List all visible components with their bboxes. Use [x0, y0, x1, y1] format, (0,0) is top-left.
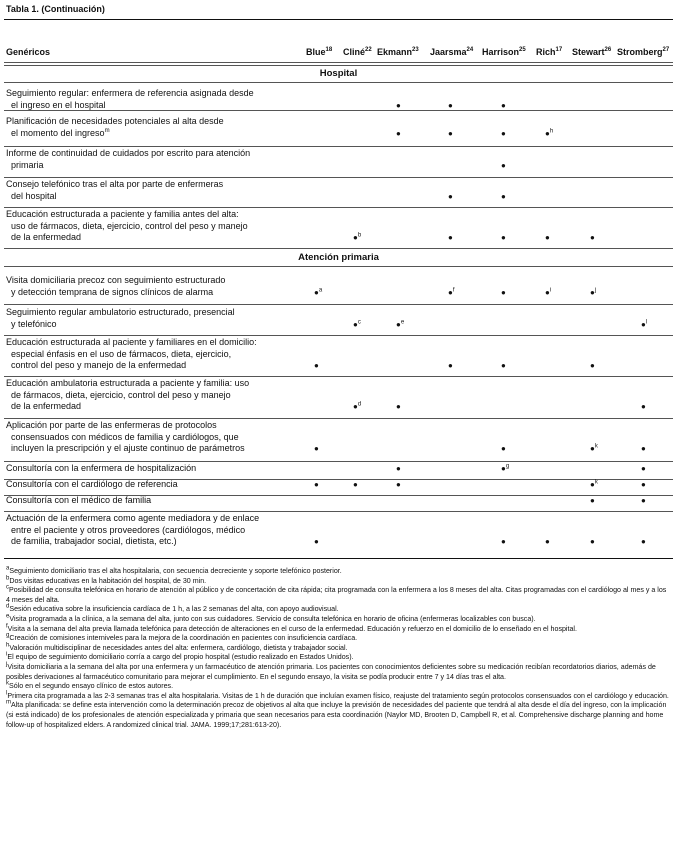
column-header-ref: 26: [604, 47, 612, 53]
bullet-dot-icon: ●: [545, 537, 550, 546]
intervention-mark: [641, 444, 653, 454]
row-divider: [4, 65, 673, 66]
column-header-name: Ekmann: [377, 47, 413, 57]
footnote-key: j: [6, 661, 8, 668]
bullet-dot-icon: ●: [396, 480, 401, 489]
column-header: [536, 47, 562, 57]
bullet-dot-icon: ●: [590, 537, 595, 546]
row-label-line: especial énfasis en el uso de fármacos, dieta, ejercicio,: [11, 348, 232, 359]
intervention-mark: [590, 288, 602, 298]
footnote: [6, 567, 670, 577]
bullet-dot-icon: ●: [545, 287, 550, 297]
footnote: [6, 653, 670, 663]
footnote: [6, 625, 670, 635]
row-label-line: Educación estructurada a paciente y familia antes del alta:: [6, 209, 239, 219]
column-header: [572, 47, 611, 57]
bullet-dot-icon: ●: [641, 537, 646, 546]
intervention-mark: [641, 480, 653, 490]
bullet-dot-icon: ●: [353, 480, 358, 489]
row-label: [6, 88, 306, 111]
footnote: [6, 605, 670, 615]
row-label-line: de fármacos, dieta, ejercicio, control del peso y manejo: [11, 389, 231, 400]
footnote-text: Valoración multidisciplinar de necesidades antes del alta: enfermera, cardiólogo, dietista y trabajador social.: [9, 643, 348, 652]
genericos-header: Genéricos: [6, 47, 51, 57]
row-label-line: Consultoría con el médico de familia: [6, 495, 152, 505]
column-header-name: Blue: [306, 47, 326, 57]
intervention-mark: [501, 233, 513, 243]
intervention-mark: [448, 101, 460, 111]
bullet-dot-icon: ●: [641, 444, 646, 453]
column-header-ref: 25: [519, 47, 526, 53]
footnote-ref: b: [357, 232, 362, 239]
row-label-line: Aplicación por parte de las enfermeras de protocolos: [6, 420, 217, 430]
row-divider: [4, 511, 673, 512]
bullet-dot-icon: ●: [448, 128, 453, 138]
intervention-mark: [314, 444, 326, 454]
column-header-ref: 17: [555, 47, 563, 53]
bullet-dot-icon: ●: [448, 191, 453, 201]
row-label-line: primaria: [11, 159, 44, 170]
row-divider: [4, 335, 673, 336]
row-label: [6, 179, 306, 202]
intervention-mark: [501, 444, 513, 454]
intervention-mark: [448, 192, 460, 202]
column-header: [377, 47, 419, 57]
row-divider: [4, 146, 673, 147]
intervention-mark: [545, 129, 557, 139]
intervention-mark: [314, 361, 326, 371]
row-label: [6, 513, 306, 548]
row-label-line: Consejo telefónico tras el alta por parte de enfermeras: [6, 179, 224, 189]
footnote-text: Visita domiciliaria a la semana del alta por una enfermera y un farmacéutico de atención primaria. Los pacientes con conocimientos deficientes sobre su medicación recibían recordatorios diarios, además de posibles derivaciones al farmacéutico comunitario para mejorar el cumplimiento. En el segundo ensayo, la visita se podía producir entre 7 y 14 días tras el alta.: [6, 662, 656, 681]
row-label: [6, 337, 306, 372]
bullet-dot-icon: ●: [501, 287, 506, 297]
row-label-line: Visita domiciliaria precoz con seguimiento estructurado: [6, 275, 226, 285]
footnote: [6, 577, 670, 587]
bullet-dot-icon: ●: [641, 402, 646, 411]
row-label-line: Informe de continuidad de cuidados por escrito para atención: [6, 148, 251, 158]
row-divider: [4, 82, 673, 83]
column-header-name: Harrison: [482, 47, 520, 57]
column-header: [617, 47, 669, 57]
footnote: [6, 644, 670, 654]
intervention-mark: [545, 537, 557, 547]
row-label-line: de familia, trabajador social, dietista, etc.): [11, 536, 177, 546]
intervention-mark: [590, 537, 602, 547]
intervention-mark: [314, 480, 326, 490]
column-header-ref: 18: [325, 47, 333, 53]
bullet-dot-icon: ●: [314, 537, 319, 546]
footnote-text: Visita a la semana del alta previa llamada telefónica para detección de alteraciones en el curso de la enfermedad. Educación y refuerzo en el domicilio de lo enseñado en el hospital.: [7, 624, 577, 633]
intervention-mark: [641, 402, 653, 412]
intervention-mark: [448, 129, 460, 139]
caption-prefix: Tabla 1.: [6, 4, 39, 14]
footnote-text: Visita programada a la clínica, a la semana del alta, junto con sus cuidadores. Servicio de consulta telefónica en horario de oficina (enfermeras localizables con busca).: [9, 614, 536, 623]
bullet-dot-icon: ●: [501, 464, 506, 473]
intervention-mark: [501, 537, 513, 547]
bullet-dot-icon: ●: [396, 319, 401, 329]
bullet-dot-icon: ●: [501, 191, 506, 201]
row-label-line: control del peso y manejo de la enfermedad: [11, 360, 187, 370]
row-divider: [4, 461, 673, 462]
row-divider: [4, 248, 673, 249]
footnote-ref: d: [357, 401, 362, 408]
row-divider: [4, 376, 673, 377]
footnote: [6, 701, 670, 730]
footnote: [6, 663, 670, 682]
row-label-line: de la enfermedad: [11, 232, 82, 242]
top-rule: [4, 19, 673, 20]
intervention-mark: [396, 480, 408, 490]
bullet-dot-icon: ●: [501, 128, 506, 138]
intervention-mark: [501, 361, 513, 371]
row-label-line: del hospital: [11, 190, 57, 201]
intervention-mark: [314, 288, 326, 298]
footnote-ref: m: [104, 127, 110, 134]
footnote-key: i: [6, 651, 8, 658]
footnote-ref: i: [549, 286, 552, 293]
bullet-dot-icon: ●: [501, 361, 506, 370]
footnote-text: Primera cita programada a las 2-3 semanas tras el alta hospitalaria. Visitas de 1 h de duración que incluían examen físico, reajuste del tratamiento según protocolos consensuados con el cardiólogo y educación.: [7, 691, 669, 700]
column-header-ref: 23: [412, 47, 419, 53]
bullet-dot-icon: ●: [448, 361, 453, 370]
bullet-dot-icon: ●: [314, 480, 319, 489]
row-label-line: incluyen la prescripción y el ajuste continuo de parámetros: [11, 443, 245, 453]
bullet-dot-icon: ●: [501, 537, 506, 546]
footnote-key: f: [6, 623, 8, 630]
bullet-dot-icon: ●: [590, 287, 595, 297]
row-label-line: consensuados con médicos de familia y cardiólogos, que: [11, 431, 239, 442]
header-rule: [4, 62, 673, 63]
column-header-ref: 27: [662, 47, 670, 53]
intervention-mark: [353, 320, 365, 330]
bullet-dot-icon: ●: [545, 233, 550, 242]
bullet-dot-icon: ●: [590, 496, 595, 505]
row-label-line: y detección temprana de signos clínicos de alarma: [11, 286, 214, 297]
bullet-dot-icon: ●: [501, 233, 506, 242]
row-label-line: Educación ambulatoria estructurada a paciente y familia: uso: [6, 378, 250, 388]
bullet-dot-icon: ●: [590, 361, 595, 370]
intervention-mark: [353, 480, 365, 490]
row-label: [6, 307, 306, 330]
bullet-dot-icon: ●: [641, 319, 646, 329]
footnote-ref: l: [645, 318, 648, 325]
footnote-key: a: [6, 565, 10, 572]
bullet-dot-icon: ●: [314, 444, 319, 453]
bullet-dot-icon: ●: [396, 128, 401, 138]
footnote-text: Alta planificada: se define esta intervención como la determinación precoz de objetivos al alta que incluye la previsión de necesidades del paciente que tendrá al alta desde el día del ingreso, con la implicación (si está indicado) de los profesionales de atención especializada y primaria que sean necesarios para esta coordinación (Naylor MD, Brooten D, Campbell R, et al. Comprehensive discharge planning and home follow-up of hospitalized elders. A randomized clinical trial. JAMA. 1999;17;281:613-20).: [6, 701, 667, 729]
intervention-mark: [590, 480, 602, 490]
footnote: [6, 586, 670, 605]
footnote-key: m: [6, 699, 11, 706]
caption-suffix: (Continuación): [41, 4, 105, 14]
row-label-line: Seguimiento regular: enfermera de referencia asignada desde: [6, 88, 254, 98]
row-label-line: el ingreso en el hospital: [11, 99, 106, 110]
bullet-dot-icon: ●: [641, 480, 646, 489]
footnote-key: e: [6, 613, 10, 620]
bullet-dot-icon: ●: [396, 464, 401, 473]
column-header-name: Stromberg: [617, 47, 663, 57]
footnote-text: Sesión educativa sobre la insuficiencia cardíaca de 1 h, a las 2 semanas del alta, con apoyo audiovisual.: [9, 605, 339, 614]
row-label-line: Educación estructurada al paciente y familiares en el domicilio:: [6, 337, 257, 347]
bullet-dot-icon: ●: [353, 402, 358, 411]
footnote-ref: a: [318, 286, 323, 293]
row-divider: [4, 266, 673, 267]
intervention-mark: [314, 537, 326, 547]
intervention-mark: [641, 464, 653, 474]
bullet-dot-icon: ●: [448, 287, 453, 297]
footnote-key: c: [6, 584, 9, 591]
intervention-mark: [501, 129, 513, 139]
intervention-mark: [545, 288, 557, 298]
column-header-name: Stewart: [572, 47, 605, 57]
intervention-mark: [396, 402, 408, 412]
footnote: [6, 692, 670, 702]
section-title: Hospital: [319, 68, 358, 79]
footnote-ref: e: [400, 318, 405, 325]
intervention-mark: [641, 537, 653, 547]
bullet-dot-icon: ●: [396, 100, 401, 110]
footnote-key: d: [6, 604, 10, 611]
column-header-ref: 22: [365, 47, 372, 53]
bullet-dot-icon: ●: [641, 464, 646, 473]
row-label: [6, 116, 306, 139]
intervention-mark: [501, 101, 513, 111]
intervention-mark: [590, 361, 602, 371]
row-divider: [4, 418, 673, 419]
bullet-dot-icon: ●: [501, 100, 506, 110]
footnote-key: k: [6, 680, 9, 687]
bullet-dot-icon: ●: [396, 402, 401, 411]
bullet-dot-icon: ●: [501, 160, 506, 170]
footnotes: [6, 567, 670, 730]
intervention-mark: [545, 233, 557, 243]
row-label: [6, 420, 306, 455]
intervention-mark: [396, 129, 408, 139]
row-label-line: entre el paciente y otros proveedores (cardiólogos, médico: [11, 524, 246, 535]
footnote-ref: k: [594, 443, 598, 450]
row-divider: [4, 304, 673, 305]
row-label-line: Actuación de la enfermera como agente mediadora y de enlace: [6, 513, 260, 523]
intervention-mark: [590, 233, 602, 243]
intervention-mark: [353, 402, 365, 412]
row-divider: [4, 177, 673, 178]
row-divider: [4, 110, 673, 111]
footnote-ref: j: [594, 286, 597, 293]
column-header-name: Cliné: [343, 47, 366, 57]
row-divider: [4, 207, 673, 208]
column-header: [306, 47, 332, 57]
intervention-mark: [501, 288, 513, 298]
bullet-dot-icon: ●: [353, 319, 358, 329]
footnote-ref: h: [549, 127, 554, 134]
column-header: [482, 47, 526, 57]
row-label: [6, 148, 306, 171]
column-header: [343, 47, 372, 57]
intervention-mark: [353, 233, 365, 243]
row-label: [6, 275, 306, 298]
footnote-key: b: [6, 575, 10, 582]
bullet-dot-icon: ●: [641, 496, 646, 505]
row-label-line: Consultoría con la enfermera de hospitalización: [6, 463, 197, 473]
footnote-ref: k: [594, 479, 598, 486]
row-label: [6, 209, 306, 244]
intervention-mark: [448, 288, 460, 298]
footnote-text: Creación de comisiones interniveles para la mejora de la coordinación en pacientes con insuficiencia cardíaca.: [9, 634, 358, 643]
footnote: [6, 682, 670, 692]
row-label-line: Planificación de necesidades potenciales al alta desde: [6, 116, 224, 126]
intervention-mark: [590, 444, 602, 454]
intervention-mark: [501, 161, 513, 171]
bullet-dot-icon: ●: [314, 361, 319, 370]
intervention-mark: [641, 496, 653, 506]
bullet-dot-icon: ●: [501, 444, 506, 453]
intervention-mark: [641, 320, 653, 330]
column-header-name: Jaarsma: [430, 47, 467, 57]
bottom-rule: [4, 558, 673, 559]
row-label-line: y telefónico: [11, 318, 57, 329]
footnote-ref: c: [357, 318, 361, 325]
footnote-key: l: [6, 690, 8, 697]
bullet-dot-icon: ●: [448, 100, 453, 110]
intervention-mark: [396, 320, 408, 330]
bullet-dot-icon: ●: [590, 480, 595, 489]
intervention-mark: [396, 464, 408, 474]
row-label-line: el momento del ingreso$^m$: [11, 127, 110, 138]
bullet-dot-icon: ●: [590, 444, 595, 453]
column-header: [430, 47, 473, 57]
intervention-mark: [396, 101, 408, 111]
footnote: [6, 615, 670, 625]
section-title: Atención primaria: [298, 252, 379, 263]
row-label-line: Seguimiento regular ambulatorio estructurado, presencial: [6, 307, 235, 317]
table-caption: [6, 4, 105, 14]
footnote-text: Seguimiento domiciliario tras el alta hospitalaria, con secuencia decreciente y soporte telefónico posterior.: [9, 567, 342, 575]
bullet-dot-icon: ●: [448, 233, 453, 242]
footnote-ref: g: [505, 463, 510, 470]
row-label-line: Consultoría con el cardiólogo de referencia: [6, 479, 178, 489]
intervention-mark: [448, 361, 460, 371]
intervention-mark: [448, 233, 460, 243]
bullet-dot-icon: ●: [590, 233, 595, 242]
row-label: [6, 495, 306, 507]
row-label-line: uso de fármacos, dieta, ejercicio, control del peso y manejo: [11, 220, 248, 231]
bullet-dot-icon: ●: [545, 128, 550, 138]
intervention-mark: [501, 192, 513, 202]
footnote: [6, 634, 670, 644]
intervention-mark: [501, 464, 513, 474]
row-label: [6, 479, 306, 491]
row-label-line: de la enfermedad: [11, 401, 82, 411]
footnote-text: El equipo de seguimiento domiciliario corría a cargo del propio hospital (estudio realizado en Estados Unidos).: [7, 653, 354, 662]
row-label: [6, 378, 306, 413]
footnote-key: h: [6, 642, 10, 649]
footnote-text: Dos visitas educativas en la habitación del hospital, de 30 min.: [9, 576, 207, 585]
bullet-dot-icon: ●: [353, 233, 358, 242]
footnote-text: Sólo en el segundo ensayo clínico de estos autores.: [9, 682, 174, 691]
row-label: [6, 463, 306, 475]
column-header-name: Rich: [536, 47, 556, 57]
footnote-key: g: [6, 632, 10, 639]
footnote-ref: f: [452, 286, 455, 293]
intervention-mark: [590, 496, 602, 506]
footnote-text: Posibilidad de consulta telefónica en horario de atención al público y de concertación de cita rápida; cita programada con la enfermera a los 8 meses del alta. Citas programadas con el cardiólogo al mes y a los 4 meses del alta.: [6, 586, 667, 604]
bullet-dot-icon: ●: [314, 287, 319, 297]
column-header-ref: 24: [466, 47, 474, 53]
